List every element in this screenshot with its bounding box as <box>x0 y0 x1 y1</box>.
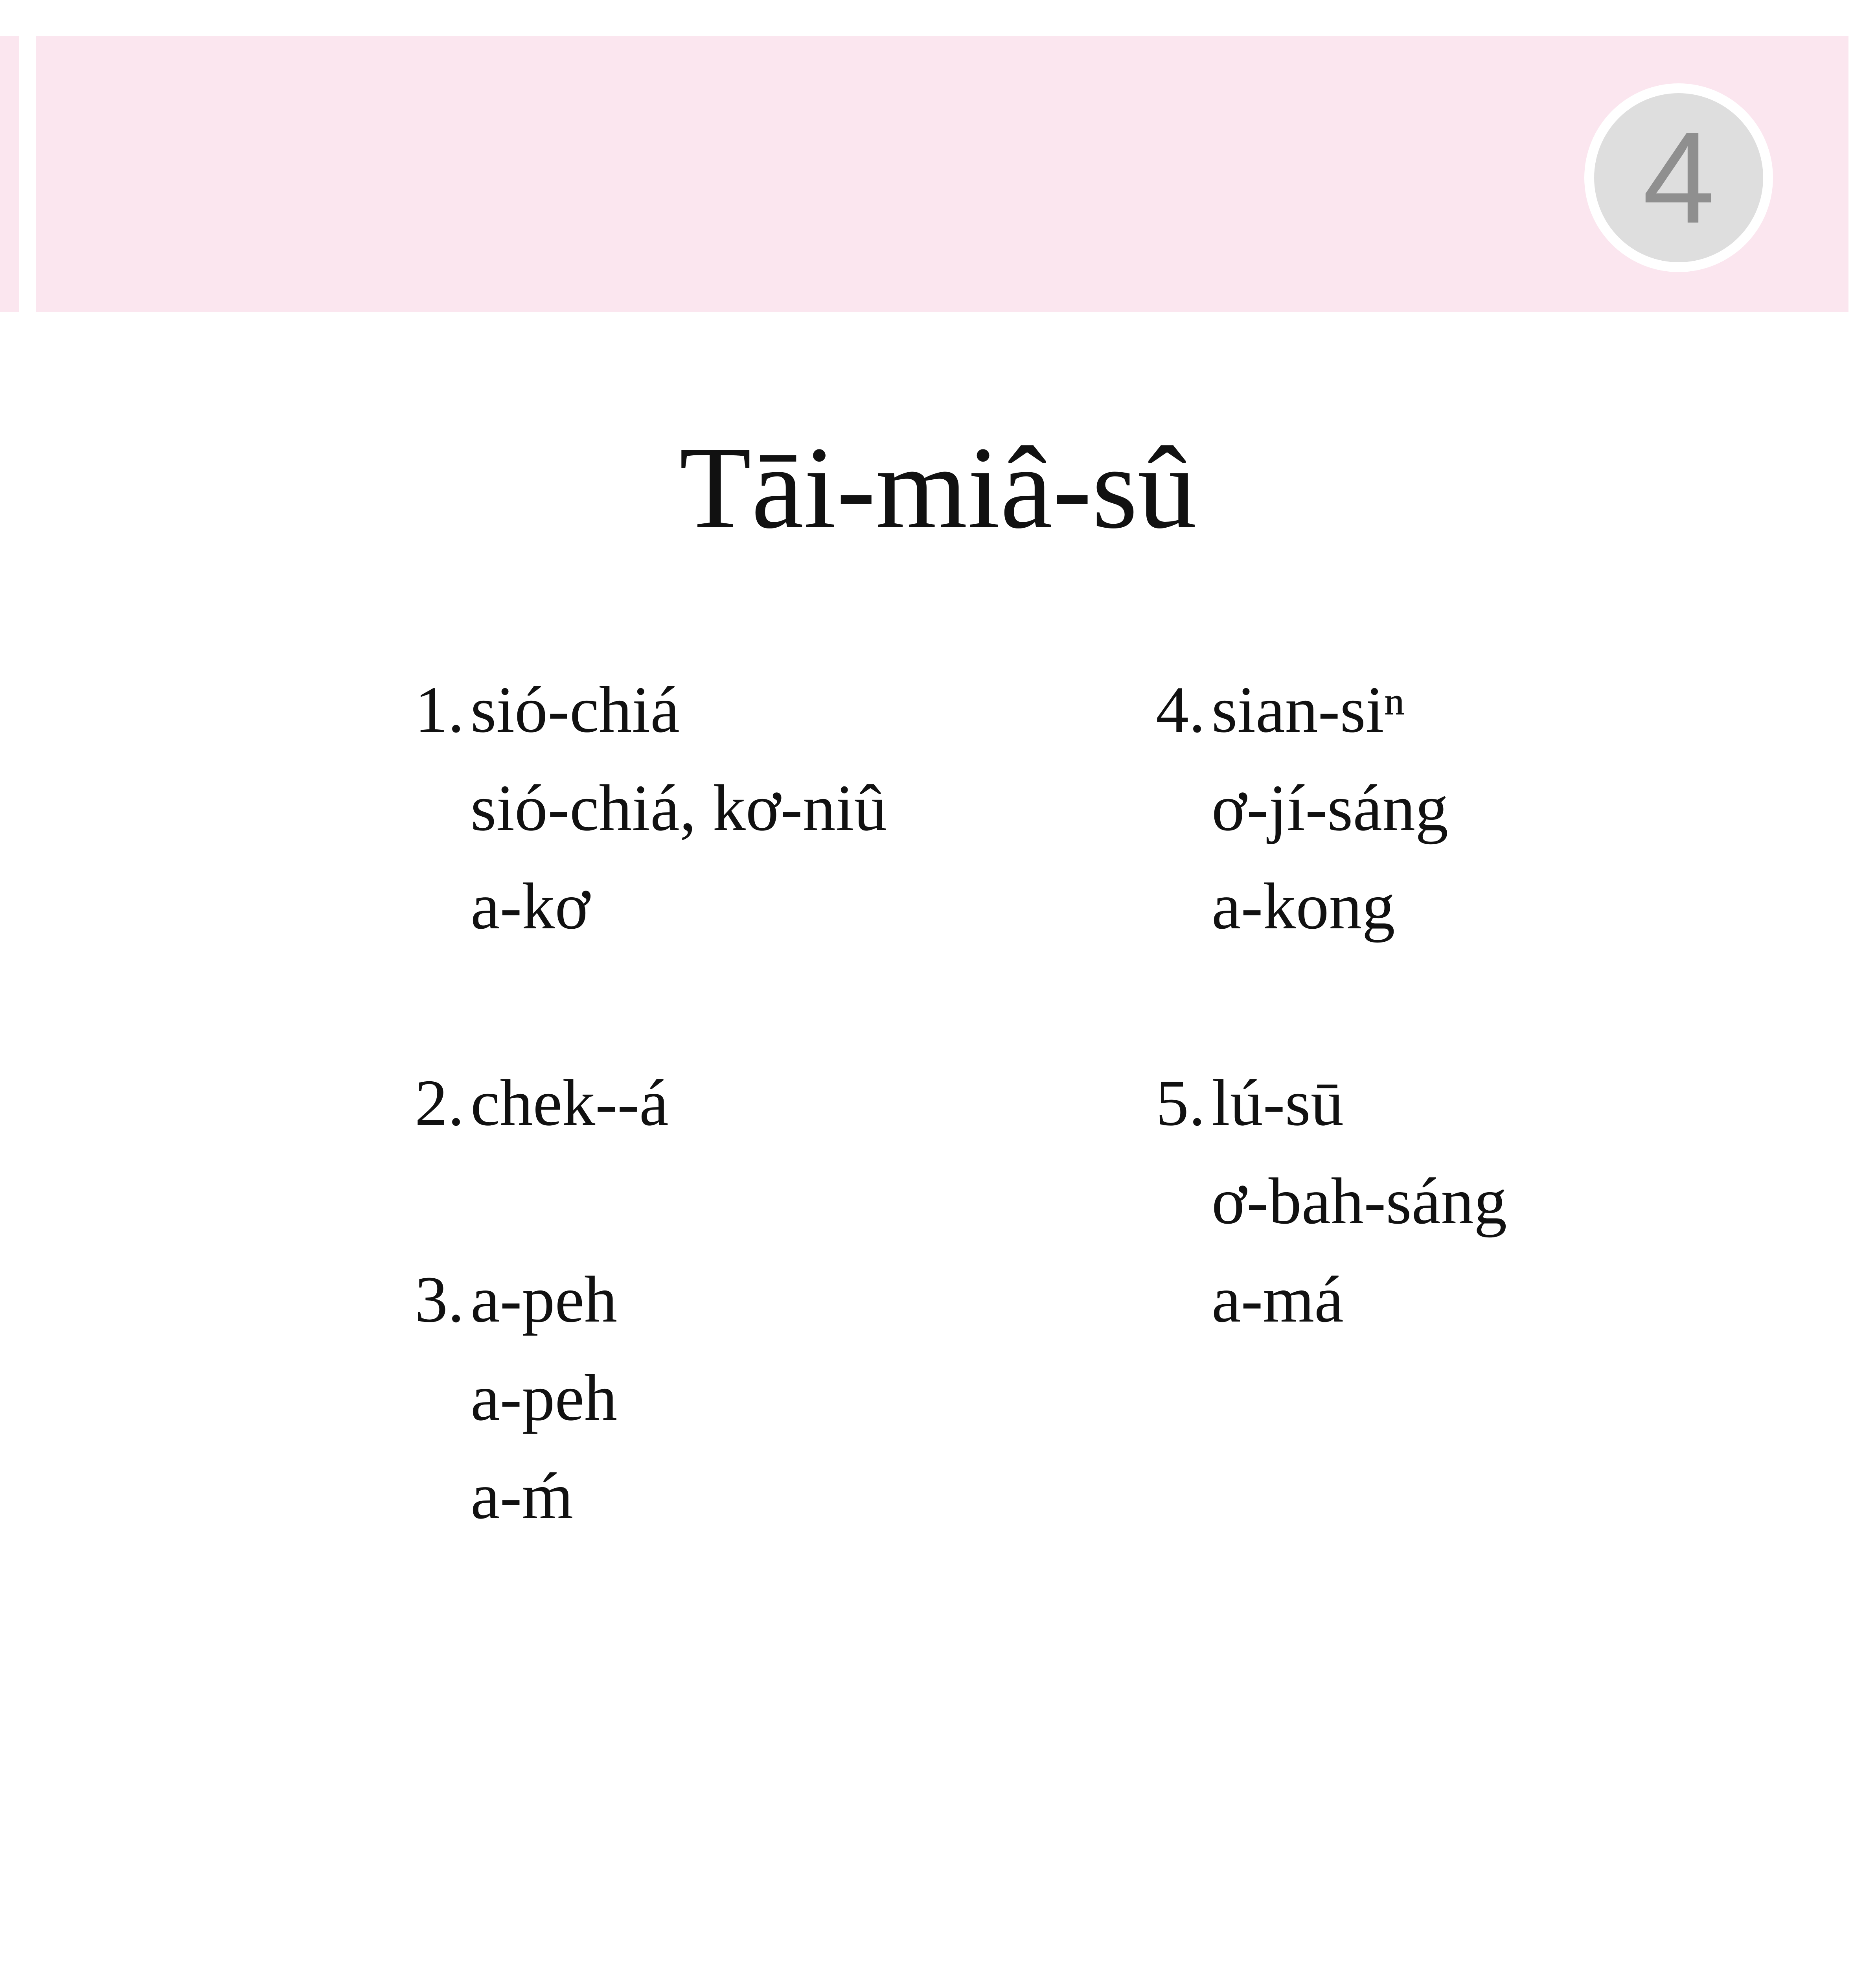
vocab-line <box>415 1250 887 1349</box>
vocab-term: a-ḿ <box>471 1460 574 1533</box>
vocab-term: sió-chiá, kơ-niû <box>471 771 887 845</box>
vocab-term: sió-chiá <box>471 673 680 746</box>
vocab-number: 5. <box>1156 1066 1205 1139</box>
vocab-line <box>1156 1152 1507 1250</box>
page-title: Tāi-miâ-sû <box>679 422 1197 553</box>
vocab-column-left <box>415 661 887 1545</box>
header-band-edge <box>0 36 19 312</box>
vocab-number: 4. <box>1156 673 1205 746</box>
vocab-line <box>415 1349 887 1447</box>
header-band <box>36 36 1848 312</box>
vocab-number: 3. <box>415 1263 464 1336</box>
vocab-term: lú-sū <box>1212 1066 1344 1139</box>
vocab-line <box>415 661 887 759</box>
vocab-line <box>415 857 887 955</box>
vocab-line <box>415 759 887 857</box>
vocab-term: a-peh <box>471 1361 618 1434</box>
vocab-term: chek--á <box>471 1066 669 1139</box>
vocab-line <box>1156 857 1507 955</box>
chapter-number: 4 <box>1594 93 1763 262</box>
vocab-term: sian-siⁿ <box>1212 673 1405 746</box>
vocab-line <box>1156 759 1507 857</box>
vocab-term: a-peh <box>471 1263 618 1336</box>
vocab-line <box>1156 1054 1507 1152</box>
vocab-term: a-má <box>1212 1263 1344 1336</box>
vocab-term: ơ-jí-sáng <box>1212 771 1449 845</box>
vocab-column-right <box>1156 661 1507 1349</box>
vocab-line <box>415 1054 887 1152</box>
vocab-line <box>1156 661 1507 759</box>
vocab-number: 1. <box>415 673 464 746</box>
vocab-term: a-kơ <box>471 870 590 943</box>
vocab-number: 2. <box>415 1066 464 1139</box>
vocab-term: ơ-bah-sáng <box>1212 1165 1507 1238</box>
vocab-line <box>415 1447 887 1545</box>
vocab-line <box>1156 1250 1507 1349</box>
vocab-term: a-kong <box>1212 870 1395 943</box>
